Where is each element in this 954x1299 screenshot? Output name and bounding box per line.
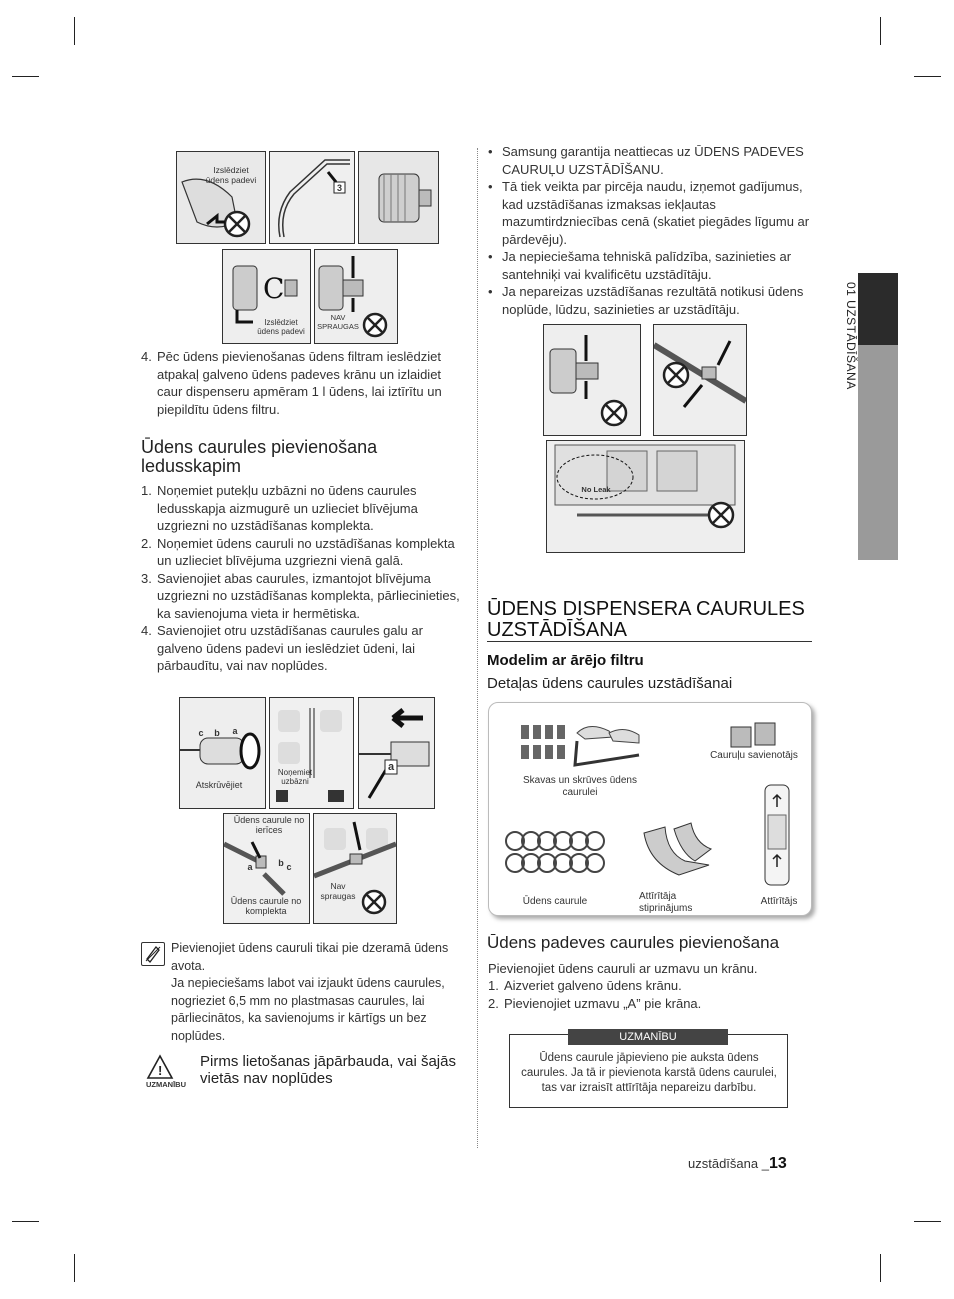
list-item	[488, 977, 818, 995]
step-number: 2.	[488, 995, 499, 1011]
figure-caption: NAV SPRAUGAS	[317, 313, 359, 331]
step-number: 4.	[141, 623, 152, 638]
step-text: Savienojiet otru uzstādīšanas caurules galu ar galveno ūdens padevi un ieslēdziet ūdeni, lai pārbaudītu, vai nav noplūdes.	[157, 623, 423, 673]
page-number: 13	[768, 1155, 787, 1172]
step-number: 2.	[141, 535, 152, 551]
crop-mark	[880, 1254, 881, 1282]
caution-text: Pirms lietošanas jāpārbauda, vai šajās vietās nav noplūdes	[200, 1053, 456, 1087]
svg-text:!: !	[158, 1063, 163, 1078]
svg-text:C: C	[263, 272, 285, 305]
list-item	[141, 482, 461, 535]
figure-filter-nogap	[543, 324, 641, 436]
figure-unscrew	[179, 697, 266, 809]
section-title: Ūdens caurules pievienošana ledusskapim	[141, 437, 378, 476]
figure-filter-end	[358, 151, 439, 244]
warning-icon	[146, 1054, 174, 1080]
connect-title: Ūdens padeves caurules pievienošana	[487, 933, 780, 952]
step-text: Noņemiet ūdens cauruli no uzstādīšanas komplekta un uzlieciet blīvējuma uzgriezni vienā galā.	[157, 535, 455, 568]
letter-label: c	[286, 862, 292, 872]
figure-caption: Atskrūvējiet	[195, 780, 243, 790]
letter-label: a	[387, 761, 395, 773]
part-caption: Attīrītāja stiprinājums	[639, 891, 693, 914]
figure-fridge-no-leak	[546, 440, 745, 553]
list-item: • Tā tiek veikta par pircēja naudu, izņemot gadījumus, kad uzstādīšanas izmaksas iekļautas mazumtirdzniecības cenā (skatiet piegādes līgumu ar pārdevēju).	[486, 178, 816, 248]
part-caption: Ūdens caurule	[522, 896, 588, 907]
list-item	[488, 995, 818, 1013]
title-rule	[487, 641, 812, 642]
crop-mark	[880, 17, 881, 45]
figure-shutoff-valve	[176, 151, 266, 244]
figure-filter-connect	[222, 249, 311, 344]
letter-label: a	[232, 726, 238, 736]
warning-text: Ūdens caurule jāpievieno pie auksta ūdens caurules. Ja tā ir pievienota karstā ūdens caurulei, tas var izraisīt attīrītāja nepareizu darbību.	[521, 1052, 777, 1094]
list-item: • Samsung garantija neattiecas uz ŪDENS PADEVES CAURUĻU UZSTĀDĪŠANU.	[486, 143, 816, 178]
parts-heading: Detaļas ūdens caurules uzstādīšanai	[487, 675, 733, 692]
parts-box	[488, 702, 812, 916]
step-text: Savienojiet abas caurules, izmantojot blīvējuma uzgriezni no uzstādīšanas komplekta, pārliecinieties, ka savienojuma vieta ir hermētiska.	[157, 570, 460, 621]
part-caption: Cauruļu savienotājs	[710, 750, 798, 761]
crop-mark	[12, 76, 39, 77]
column-divider	[477, 148, 478, 1148]
list-item	[141, 348, 459, 418]
page-footer	[688, 1155, 787, 1173]
list-item	[141, 570, 461, 623]
list-item: • Ja nepareizas uzstādīšanas rezultātā notikusi ūdens noplūde, lūdzu, sazinieties ar uzstādītāju.	[486, 283, 816, 318]
figure-caption: Izslēdziet ūdens padevi	[257, 318, 305, 337]
crop-mark	[74, 1254, 75, 1282]
figure-caption: Ūdens caurule no ierīces	[233, 815, 305, 836]
step-number: 1.	[488, 978, 499, 993]
step-text: Pēc ūdens pievienošanas ūdens filtram ieslēdziet atpakaļ galveno ūdens padeves krānu un izlaidiet caur dispenseru apmēram 1 l ūdens, lai iztīrītu un piepildītu ūdens filtru.	[157, 349, 442, 417]
figure-tube-join	[223, 813, 310, 924]
bullet-list	[486, 143, 816, 318]
warning-label: UZMANĪBU	[568, 1029, 728, 1045]
part-caption: Skavas un skrūves ūdens caurulei	[523, 775, 637, 798]
step-number: 4.	[141, 349, 152, 364]
list-item	[141, 535, 461, 570]
list-item	[141, 622, 461, 675]
footer-label: uzstādīšana _	[688, 1156, 769, 1171]
step-number: 1.	[141, 483, 152, 498]
crop-mark	[74, 17, 75, 45]
chapter-tab-light	[858, 345, 898, 560]
figure-remove-cap	[269, 697, 354, 809]
step-text: Pievienojiet uzmavu „A” pie krāna.	[504, 995, 702, 1011]
note-text: Pievienojiet ūdens cauruli tikai pie dzeramā ūdens avota. Ja nepieciešams labot vai izjaukt ūdens caurules, nogrieziet 6,5 mm no plastmasas caurules, lai pārliecinātos, ka savienojums ir kārtīgs un bez noplūdes.	[171, 941, 449, 1043]
chapter-tab-dark	[858, 273, 898, 345]
letter-label: b	[278, 858, 284, 868]
figure-nut-a	[358, 697, 435, 809]
figure-tube-nogap	[653, 324, 747, 436]
step-list-filter	[141, 348, 459, 418]
part-caption: Attīrītājs	[760, 896, 798, 907]
figure-tube-bent	[269, 151, 355, 244]
letter-label: a	[247, 862, 253, 872]
letter-label: b	[214, 728, 220, 738]
figure-caption: Ūdens caurule no komplekta	[230, 896, 302, 917]
crop-mark	[914, 76, 941, 77]
figure-caption: Izslēdziet ūdens padevi	[205, 165, 257, 185]
step-text: Noņemiet putekļu uzbāzni no ūdens caurules ledusskapja aizmugurē un uzlieciet blīvējuma uzgriezni no uzstādīšanas komplekta.	[157, 483, 418, 533]
warning-box	[509, 1031, 788, 1108]
crop-mark	[914, 1221, 941, 1222]
step-number: 3.	[141, 570, 152, 586]
caution-label: UZMANĪBU	[146, 1080, 186, 1089]
figure-no-gap	[314, 249, 398, 344]
chapter-tab-label: 01 UZSTĀDĪŠANA	[844, 282, 858, 390]
connect-intro: Pievienojiet ūdens cauruli ar uzmavu un krānu.	[488, 961, 758, 976]
figure-no-gap-2	[313, 813, 397, 924]
step-list-connect	[141, 482, 461, 675]
list-item: • Ja nepieciešama tehniskā palīdzība, sazinieties ar santehniķi vai kvalificētu uzstādītāju.	[486, 248, 816, 283]
connect-steps	[488, 977, 818, 1012]
step-text: Aizveriet galveno ūdens krānu.	[504, 978, 682, 993]
figure-caption: No Leak	[581, 485, 611, 494]
letter-label: c	[198, 728, 204, 738]
page-title: ŪDENS DISPENSERA CAURULES UZSTĀDĪŠANA	[487, 598, 805, 641]
note-icon	[141, 942, 165, 966]
figure-number: 3	[336, 183, 342, 193]
figure-caption: Noņemiet uzbāzni	[277, 768, 313, 787]
figure-caption: Nav spraugas	[320, 881, 356, 901]
subtitle: Modelim ar ārējo filtru	[487, 652, 644, 669]
crop-mark	[12, 1221, 39, 1222]
